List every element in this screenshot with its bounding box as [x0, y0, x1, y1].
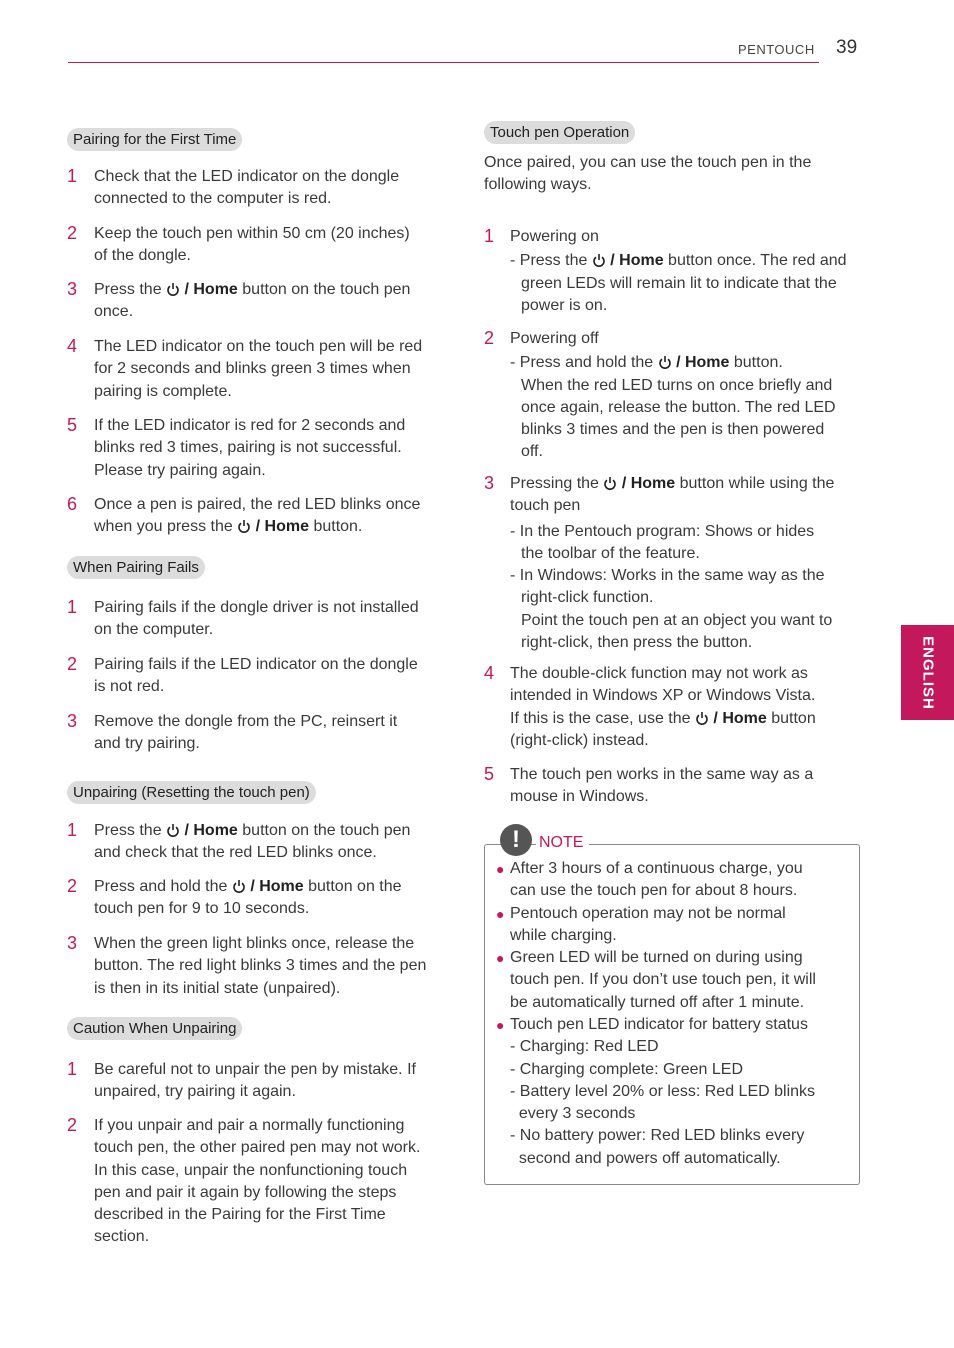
step-number: 2: [67, 654, 78, 674]
step-text: Press the / Home button on the touch pen and check that the red LED blinks once.: [94, 822, 411, 862]
step-text: Powering off - Press and hold the / Home button. When the red LED turns on once briefly and once again, release the button. The red LED blinks 3 times and the pen is then powered off.: [510, 330, 836, 461]
step-text: Press the / Home button on the touch pen once.: [94, 281, 411, 321]
step-text: Check that the LED indicator on the dongle connected to the computer is red.: [94, 168, 400, 208]
bullet-icon: ●: [496, 906, 505, 922]
step-number: 2: [484, 328, 495, 348]
step-number: 3: [484, 473, 495, 493]
step-number: 6: [67, 494, 78, 514]
header-rule: [68, 62, 819, 63]
power-icon: [695, 711, 709, 725]
step-text: Once a pen is paired, the red LED blinks once when you press the / Home button.: [94, 496, 421, 536]
step-text: If you unpair and pair a normally functioning touch pen, the other paired pen may not work. In this case, unpair the nonfunctioning touch pen and pair it again by following the steps described in the Pairing for the First Time section.: [94, 1117, 421, 1246]
step-text: The touch pen works in the same way as a mouse in Windows.: [510, 766, 814, 806]
step-text: The LED indicator on the touch pen will be red for 2 seconds and blinks green 3 times when pairing is complete.: [94, 338, 423, 400]
power-icon: [232, 879, 246, 893]
step-number: 3: [67, 933, 78, 953]
step-text: Keep the touch pen within 50 cm (20 inches) of the dongle.: [94, 225, 410, 265]
step-text: Powering on - Press the / Home button once. The red and green LEDs will remain lit to indicate that the power is on.: [510, 228, 847, 314]
exclamation-icon: !: [500, 824, 532, 856]
bullet-icon: ●: [496, 1017, 505, 1033]
header-section: PENTOUCH: [738, 42, 815, 57]
bullet-icon: ●: [496, 861, 505, 877]
note-title: NOTE: [536, 834, 589, 852]
step-text: Pressing the / Home button while using the touch pen - In the Pentouch program: Shows or hides the toolbar of the feature. - In Windows: Works in the same way as the right-click function. Point the touch pen at an object you want to right-click, then press the button.: [510, 475, 835, 652]
section-title-caution: Caution When Unpairing: [67, 1017, 242, 1040]
step-number: 1: [484, 226, 495, 246]
note-item: Pentouch operation may not be normal while charging.: [510, 905, 786, 945]
side-tab-english: [901, 625, 954, 720]
step-number: 1: [67, 597, 78, 617]
step-number: 5: [484, 764, 495, 784]
side-tab-label: ENGLISH: [919, 635, 936, 710]
step-text: Pairing fails if the dongle driver is not installed on the computer.: [94, 599, 419, 639]
step-number: 1: [67, 820, 78, 840]
step-number: 2: [67, 223, 78, 243]
section-title-operation: Touch pen Operation: [484, 121, 635, 144]
step-number: 4: [67, 336, 78, 356]
page-number: 39: [836, 37, 858, 58]
note-item: Green LED will be turned on during using touch pen. If you don’t use touch pen, it will be automatically turned off after 1 minute.: [510, 949, 816, 1011]
step-number: 3: [67, 279, 78, 299]
operation-intro: Once paired, you can use the touch pen in the following ways.: [484, 154, 812, 194]
step-text: When the green light blinks once, release the button. The red light blinks 3 times and the pen is then in its initial state (unpaired).: [94, 935, 427, 997]
note-item: After 3 hours of a continuous charge, you can use the touch pen for about 8 hours.: [510, 860, 803, 900]
step-text: The double-click function may not work as intended in Windows XP or Windows Vista. If this is the case, use the / Home button (right-click) instead.: [510, 665, 816, 749]
step-number: 4: [484, 663, 495, 683]
note-item: Touch pen LED indicator for battery status - Charging: Red LED - Charging complete: Green LED - Battery level 20% or less: Red LED blinks every 3 seconds - No battery power: Red LED blinks every second and powers off automatically.: [510, 1016, 816, 1167]
power-icon: [166, 823, 180, 837]
step-number: 2: [67, 1115, 78, 1135]
power-icon: [166, 282, 180, 296]
power-icon: [603, 476, 617, 490]
power-icon: [592, 253, 606, 267]
step-number: 1: [67, 166, 78, 186]
step-text: Pairing fails if the LED indicator on the dongle is not red.: [94, 656, 418, 696]
power-icon: [658, 355, 672, 369]
step-text: Press and hold the / Home button on the touch pen for 9 to 10 seconds.: [94, 878, 402, 918]
step-number: 1: [67, 1059, 78, 1079]
step-number: 5: [67, 415, 78, 435]
power-icon: [237, 519, 251, 533]
section-title-unpairing: Unpairing (Resetting the touch pen): [67, 781, 316, 804]
section-title-fails: When Pairing Fails: [67, 556, 205, 579]
step-number: 3: [67, 711, 78, 731]
step-text: Remove the dongle from the PC, reinsert it and try pairing.: [94, 713, 398, 753]
section-title-pairing: Pairing for the First Time: [67, 128, 242, 151]
step-text: Be careful not to unpair the pen by mistake. If unpaired, try pairing it again.: [94, 1061, 416, 1101]
step-text: If the LED indicator is red for 2 seconds and blinks red 3 times, pairing is not successful. Please try pairing again.: [94, 417, 406, 479]
bullet-icon: ●: [496, 950, 505, 966]
step-number: 2: [67, 876, 78, 896]
